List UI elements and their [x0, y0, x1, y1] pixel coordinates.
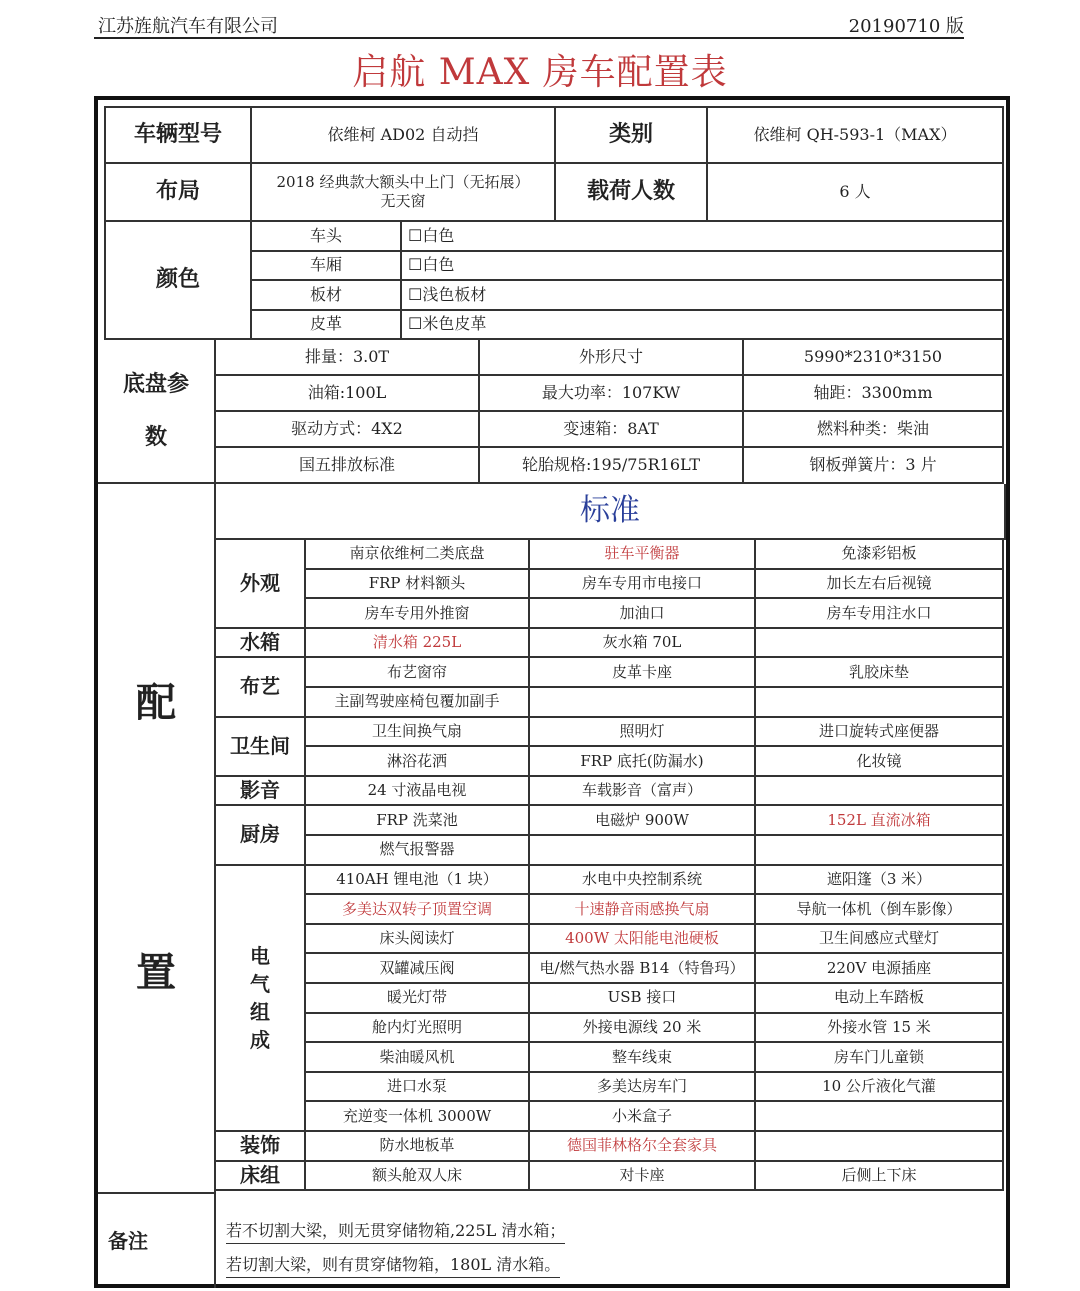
chassis-cell: 轮胎规格:195/75R16LT [480, 448, 744, 484]
page-title: 启航 MAX 房车配置表 [352, 52, 728, 93]
config-item: 外接电源线 20 米 [530, 1014, 756, 1044]
config-label-char-2: 置 [136, 950, 176, 996]
config-item: 清水箱 225L [306, 629, 530, 659]
config-item: 乳胶床垫 [756, 658, 1004, 688]
config-item: 410AH 锂电池（1 块） [306, 866, 530, 896]
header-divider [94, 37, 964, 39]
layout-value-line-1: 2018 经典款大额头中上门（无拓展） [276, 173, 530, 192]
chassis-cell: 燃料种类：柴油 [744, 412, 1004, 448]
config-item: 400W 太阳能电池硬板 [530, 925, 756, 955]
config-item: 进口旋转式座便器 [756, 718, 1004, 748]
config-sheet [94, 96, 1010, 1288]
color-label: 颜色 [104, 222, 252, 340]
category-label: 类别 [556, 106, 708, 164]
config-item: 额头舱双人床 [306, 1162, 530, 1192]
config-item: 舱内灯光照明 [306, 1014, 530, 1044]
config-item: FRP 材料额头 [306, 570, 530, 600]
config-item [756, 836, 1004, 866]
config-item [756, 629, 1004, 659]
config-item [530, 688, 756, 718]
config-item: 充逆变一体机 3000W [306, 1102, 530, 1132]
chassis-cell: 5990*2310*3150 [744, 340, 1004, 376]
group-label-electric [216, 866, 306, 1132]
model-value: 依维柯 AD02 自动挡 [252, 106, 556, 164]
config-item: 加油口 [530, 599, 756, 629]
chassis-cell: 最大功率：107KW [480, 376, 744, 412]
config-item: 小米盒子 [530, 1102, 756, 1132]
config-item: 房车门儿童锁 [756, 1043, 1004, 1073]
color-part-label: 皮革 [252, 311, 402, 341]
config-item: 导航一体机（倒车影像） [756, 895, 1004, 925]
chassis-cell: 钢板弹簧片：3 片 [744, 448, 1004, 484]
config-item: USB 接口 [530, 984, 756, 1014]
config-item: 布艺窗帘 [306, 658, 530, 688]
config-item: 多美达房车门 [530, 1073, 756, 1103]
config-item: 152L 直流冰箱 [756, 806, 1004, 836]
config-item [530, 836, 756, 866]
company-name: 江苏旌航汽车有限公司 [98, 16, 278, 37]
group-label-electric-char: 气 [250, 971, 270, 996]
chassis-cell: 油箱:100L [216, 376, 480, 412]
config-label [98, 484, 216, 1194]
config-item: 10 公斤液化气灌 [756, 1073, 1004, 1103]
config-item: 防水地板革 [306, 1132, 530, 1162]
category-value: 依维柯 QH-593-1（MAX） [708, 106, 1004, 164]
group-label-water: 水箱 [216, 629, 306, 659]
model-label: 车辆型号 [104, 106, 252, 164]
color-part-label: 车厢 [252, 252, 402, 282]
config-item: 房车专用注水口 [756, 599, 1004, 629]
config-item: 车载影音（富声） [530, 777, 756, 807]
version-label: 20190710 版 [848, 16, 964, 37]
config-item: 房车专用外推窗 [306, 599, 530, 629]
config-item: 化妆镜 [756, 747, 1004, 777]
config-item [756, 1132, 1004, 1162]
group-label-fabric: 布艺 [216, 658, 306, 717]
group-label-bathroom: 卫生间 [216, 718, 306, 777]
config-item [756, 777, 1004, 807]
chassis-cell: 变速箱：8AT [480, 412, 744, 448]
config-item: 加长左右后视镜 [756, 570, 1004, 600]
color-part-label: 板材 [252, 281, 402, 311]
group-label-av: 影音 [216, 777, 306, 807]
layout-label: 布局 [104, 164, 252, 222]
config-item: 免漆彩铝板 [756, 540, 1004, 570]
color-part-label: 车头 [252, 222, 402, 252]
config-item: 淋浴花洒 [306, 747, 530, 777]
group-label-decoration: 装饰 [216, 1132, 306, 1162]
remarks-line-2: 若切割大梁，则有贯穿储物箱，180L 清水箱。 [226, 1252, 560, 1278]
config-item: 主副驾驶座椅包覆加副手 [306, 688, 530, 718]
config-item: FRP 洗菜池 [306, 806, 530, 836]
layout-value-line-2: 无天窗 [380, 192, 426, 210]
remarks-label: 备注 [98, 1194, 216, 1288]
config-item: 照明灯 [530, 718, 756, 748]
group-label-kitchen: 厨房 [216, 806, 306, 865]
config-item: 后侧上下床 [756, 1162, 1004, 1192]
chassis-cell: 排量：3.0T [216, 340, 480, 376]
config-item: 外接水管 15 米 [756, 1014, 1004, 1044]
config-item: 220V 电源插座 [756, 954, 1004, 984]
config-item: 驻车平衡器 [530, 540, 756, 570]
config-item: 卫生间感应式壁灯 [756, 925, 1004, 955]
chassis-label [98, 340, 216, 484]
config-item: 柴油暖风机 [306, 1043, 530, 1073]
config-item: 进口水泵 [306, 1073, 530, 1103]
config-item: 水电中央控制系统 [530, 866, 756, 896]
config-item: 房车专用市电接口 [530, 570, 756, 600]
config-item: 电/燃气热水器 B14（特鲁玛） [530, 954, 756, 984]
config-item: 多美达双转子顶置空调 [306, 895, 530, 925]
remarks-line-1: 若不切割大梁，则无贯穿储物箱,225L 清水箱； [226, 1218, 565, 1244]
config-item: 燃气报警器 [306, 836, 530, 866]
config-item: 暖光灯带 [306, 984, 530, 1014]
capacity-value: 6 人 [708, 164, 1004, 222]
config-item: 床头阅读灯 [306, 925, 530, 955]
color-option: ☐白色 [402, 222, 1004, 252]
config-item: FRP 底托(防漏水) [530, 747, 756, 777]
config-item: 十速静音雨感换气扇 [530, 895, 756, 925]
chassis-label-line-1: 底盘参 [122, 371, 189, 397]
layout-value [252, 164, 556, 222]
config-item: 电磁炉 900W [530, 806, 756, 836]
config-item [756, 1102, 1004, 1132]
group-label-electric-char: 组 [250, 999, 270, 1024]
config-item: 灰水箱 70L [530, 629, 756, 659]
config-item: 24 寸液晶电视 [306, 777, 530, 807]
config-item: 皮革卡座 [530, 658, 756, 688]
config-item: 卫生间换气扇 [306, 718, 530, 748]
config-item: 对卡座 [530, 1162, 756, 1192]
chassis-cell: 外形尺寸 [480, 340, 744, 376]
chassis-cell: 国五排放标准 [216, 448, 480, 484]
standard-heading: 标准 [216, 484, 1006, 540]
config-label-char-1: 配 [136, 680, 176, 726]
config-item [756, 688, 1004, 718]
config-item: 整车线束 [530, 1043, 756, 1073]
config-item: 遮阳篷（3 米） [756, 866, 1004, 896]
color-option: ☐白色 [402, 252, 1004, 282]
group-label-exterior: 外观 [216, 540, 306, 629]
config-item: 电动上车踏板 [756, 984, 1004, 1014]
config-item: 南京依维柯二类底盘 [306, 540, 530, 570]
group-label-bed: 床组 [216, 1162, 306, 1192]
color-option: ☐浅色板材 [402, 281, 1004, 311]
chassis-cell: 轴距：3300mm [744, 376, 1004, 412]
config-item: 德国菲林格尔全套家具 [530, 1132, 756, 1162]
chassis-label-line-2: 数 [144, 425, 167, 450]
group-label-electric-char: 成 [250, 1027, 270, 1052]
chassis-cell: 驱动方式：4X2 [216, 412, 480, 448]
group-label-electric-char: 电 [250, 943, 270, 968]
color-option: ☐米色皮革 [402, 311, 1004, 341]
config-item: 双罐减压阀 [306, 954, 530, 984]
capacity-label: 载荷人数 [556, 164, 708, 222]
